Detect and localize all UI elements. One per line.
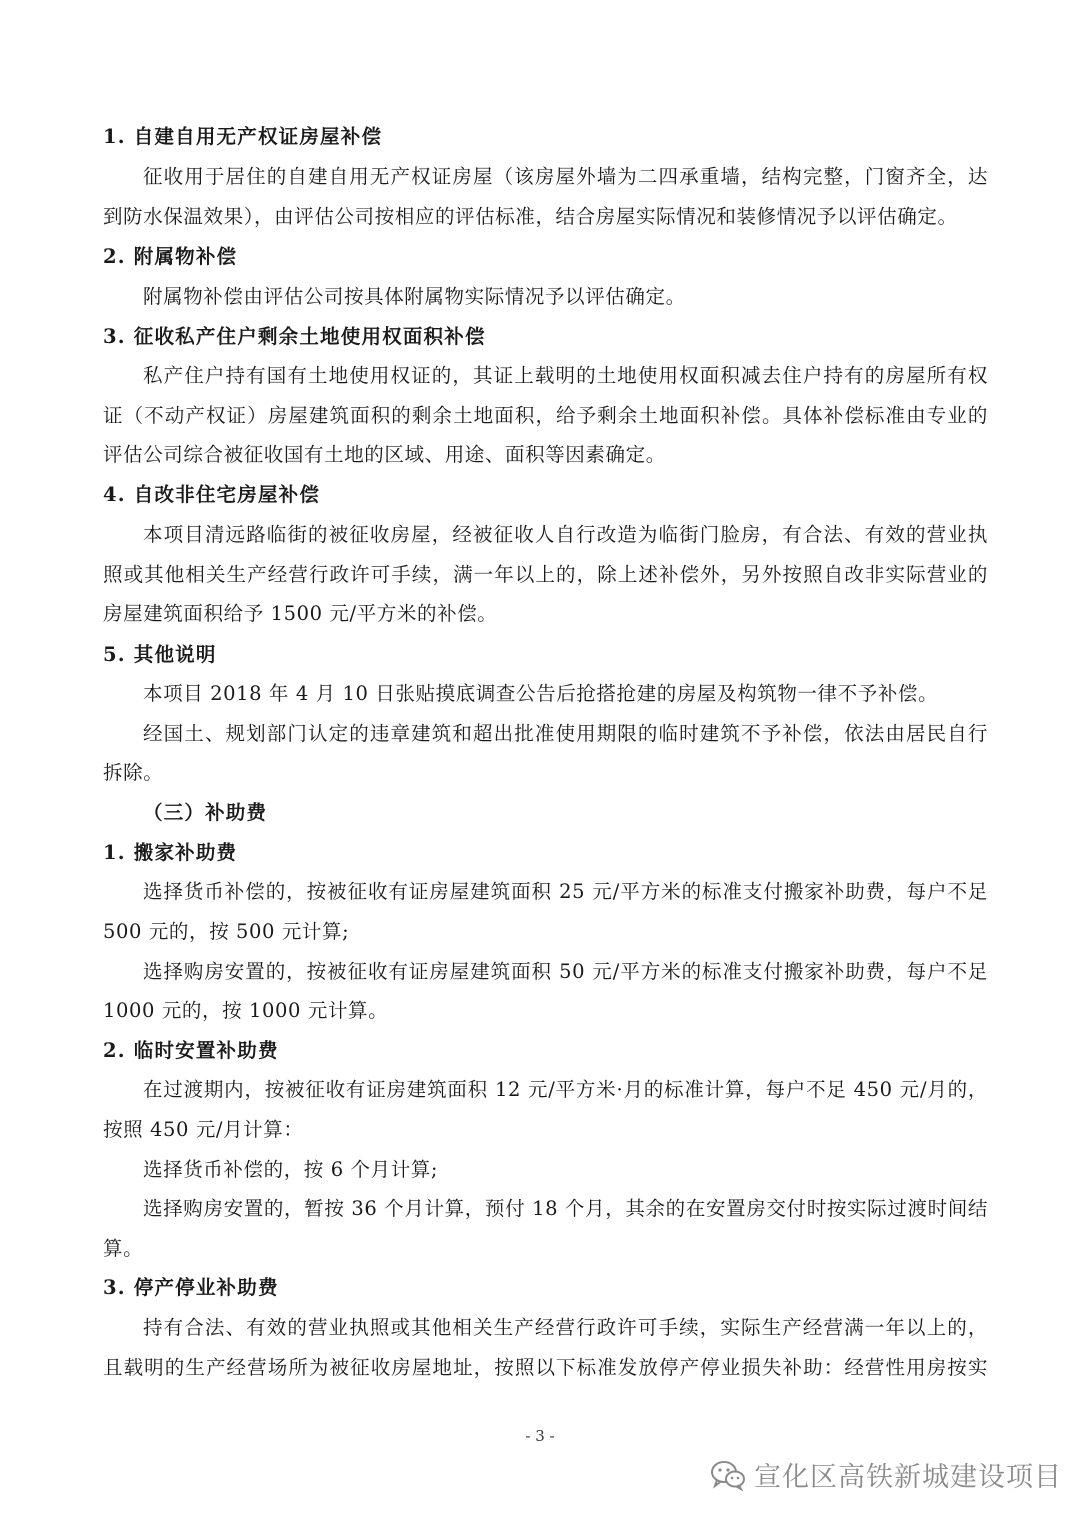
section-heading: 3. 征收私产住户剩余土地使用权面积补偿 — [103, 325, 486, 348]
paragraph-line: 本项目清远路临街的被征收房屋，经被征收人自行改造为临街门脸房，有合法、有效的营业执 — [143, 523, 988, 546]
section-heading: 3. 停产停业补助费 — [103, 1276, 279, 1299]
paragraph-line: 到防水保温效果），由评估公司按相应的评估标准，结合房屋实际情况和装修情况予以评估确定。 — [103, 205, 958, 228]
section-heading: 1. 自建自用无产权证房屋补偿 — [103, 125, 383, 148]
section-heading: 1. 搬家补助费 — [103, 841, 238, 864]
paragraph-line: 评估公司综合被征收国有土地的区域、用途、面积等因素确定。 — [103, 443, 666, 466]
watermark — [710, 1455, 1062, 1494]
paragraph-line: 私产住户持有国有土地使用权证的，其证上载明的土地使用权面积减去住户持有的房屋所有权 — [143, 364, 988, 387]
paragraph-line: 且载明的生产经营场所为被征收房屋地址，按照以下标准发放停产停业损失补助：经营性用房按实 — [103, 1356, 988, 1379]
paragraph-line: 算。 — [103, 1237, 144, 1260]
paragraph-line: 500 元的，按 500 元计算; — [103, 920, 350, 943]
section-heading: （三）补助费 — [143, 801, 268, 824]
paragraph-line: 征收用于居住的自建自用无产权证房屋（该房屋外墙为二四承重墙，结构完整，门窗齐全，达 — [143, 165, 988, 188]
section-heading: 5. 其他说明 — [103, 643, 217, 666]
watermark-text: 宣化区高铁新城建设项目 — [754, 1462, 1062, 1493]
paragraph-line: 本项目 2018 年 4 月 10 日张贴摸底调查公告后抢搭抢建的房屋及构筑物一律不予补偿。 — [143, 682, 939, 705]
paragraph-line: 拆除。 — [103, 761, 164, 784]
page-number: - 3 - — [525, 1427, 555, 1445]
section-heading: 4. 自改非住宅房屋补偿 — [103, 483, 321, 506]
paragraph-line: 经国土、规划部门认定的违章建筑和超出批准使用期限的临时建筑不予补偿，依法由居民自行 — [143, 722, 988, 745]
paragraph-line: 选择购房安置的，按被征收有证房屋建筑面积 50 元/平方米的标准支付搬家补助费，每户不足 — [143, 960, 988, 983]
paragraph-line: 附属物补偿由评估公司按具体附属物实际情况予以评估确定。 — [143, 285, 686, 308]
paragraph-line: 1000 元的，按 1000 元计算。 — [103, 999, 389, 1022]
paragraph-line: 选择货币补偿的，按 6 个月计算; — [143, 1158, 439, 1181]
paragraph-line: 选择购房安置的，暂按 36 个月计算，预付 18 个月，其余的在安置房交付时按实际过渡时间结 — [143, 1197, 988, 1220]
paragraph-line: 证（不动产权证）房屋建筑面积的剩余土地面积，给予剩余土地面积补偿。具体补偿标准由专业的 — [103, 404, 988, 427]
paragraph-line: 持有合法、有效的营业执照或其他相关生产经营行政许可手续，实际生产经营满一年以上的， — [143, 1316, 988, 1339]
paragraph-line: 房屋建筑面积给予 1500 元/平方米的补偿。 — [103, 602, 498, 625]
paragraph-line: 选择货币补偿的，按被征收有证房屋建筑面积 25 元/平方米的标准支付搬家补助费，每户不足 — [143, 880, 988, 903]
section-heading: 2. 临时安置补助费 — [103, 1039, 279, 1062]
section-heading: 2. 附属物补偿 — [103, 245, 238, 268]
paragraph-line: 按照 450 元/月计算： — [103, 1118, 304, 1141]
paragraph-line: 照或其他相关生产经营行政许可手续，满一年以上的，除上述补偿外，另外按照自改非实际营业的 — [103, 563, 988, 586]
wechat-icon — [710, 1459, 746, 1491]
paragraph-line: 在过渡期内，按被征收有证房建筑面积 12 元/平方米·月的标准计算，每户不足 450 元/月的， — [143, 1078, 988, 1101]
